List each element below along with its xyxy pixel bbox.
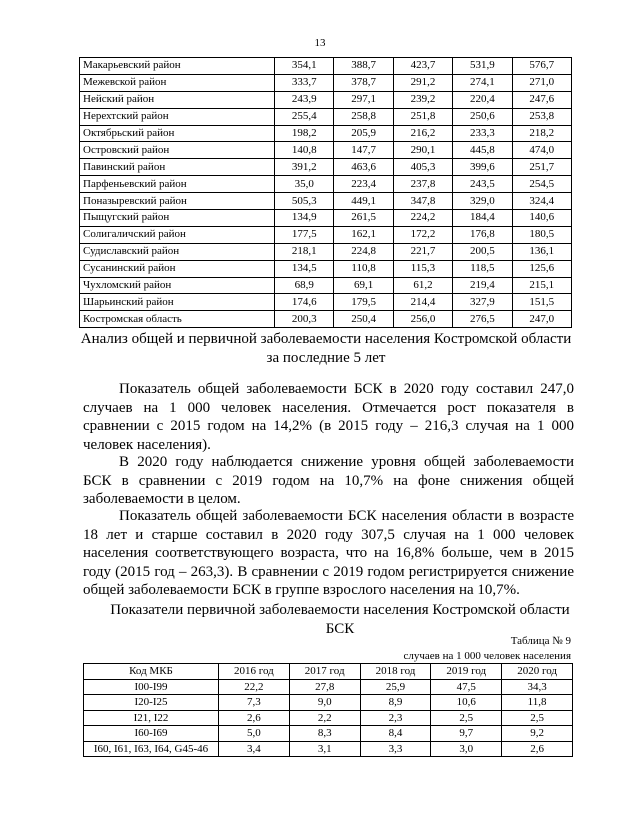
table-number-label: Таблица № 9 <box>510 635 571 647</box>
value-cell: 69,1 <box>334 277 393 294</box>
value-cell: 214,4 <box>393 294 452 311</box>
value-cell: 324,4 <box>512 193 571 210</box>
value-cell: 237,8 <box>393 176 452 193</box>
value-cell: 251,7 <box>512 159 571 176</box>
value-cell: 134,5 <box>275 260 334 277</box>
value-cell: 125,6 <box>512 260 571 277</box>
value-cell: 9,7 <box>431 726 502 742</box>
table-row <box>80 108 572 125</box>
value-cell: 297,1 <box>334 91 393 108</box>
table-row <box>80 294 572 311</box>
value-cell: 8,3 <box>289 726 360 742</box>
value-cell: 134,9 <box>275 210 334 227</box>
value-cell: 2,6 <box>502 741 573 757</box>
district-name-cell: Нерехтский район <box>80 108 275 125</box>
column-header: 2016 год <box>219 664 290 680</box>
table-row <box>84 679 573 695</box>
value-cell: 405,3 <box>393 159 452 176</box>
district-name-cell: Солигаличский район <box>80 226 275 243</box>
value-cell: 200,3 <box>275 311 334 328</box>
value-cell: 8,9 <box>360 695 431 711</box>
value-cell: 34,3 <box>502 679 573 695</box>
value-cell: 2,5 <box>502 710 573 726</box>
column-header: 2020 год <box>502 664 573 680</box>
paragraph-adult-incidence: Показатель общей заболеваемости БСК населения области в возрасте 18 лет и старше составил в 2020 году 307,5 случая на 1 000 человек населения соответствующего возраста, что на 16,8% больше, чем в 2015 году (2015 год – 263,3). В сравнении с 2019 годом регистрируется снижение общей заболеваемости БСК в группе взрослого населения на 10,7%. <box>83 508 574 598</box>
district-incidence-table <box>79 57 572 328</box>
value-cell: 10,6 <box>431 695 502 711</box>
value-cell: 35,0 <box>275 176 334 193</box>
value-cell: 474,0 <box>512 142 571 159</box>
table-row <box>80 58 572 75</box>
value-cell: 271,0 <box>512 74 571 91</box>
value-cell: 224,2 <box>393 210 452 227</box>
column-header: Код МКБ <box>84 664 219 680</box>
district-name-cell: Октябрьский район <box>80 125 275 142</box>
value-cell: 218,2 <box>512 125 571 142</box>
value-cell: 216,2 <box>393 125 452 142</box>
value-cell: 378,7 <box>334 74 393 91</box>
value-cell: 505,3 <box>275 193 334 210</box>
section-heading-primary-incidence: Показатели первичной заболеваемости населения Костромской области БСК <box>110 602 570 637</box>
value-cell: 2,2 <box>289 710 360 726</box>
value-cell: 247,0 <box>512 311 571 328</box>
value-cell: 22,2 <box>219 679 290 695</box>
value-cell: 115,3 <box>393 260 452 277</box>
value-cell: 200,5 <box>453 243 512 260</box>
value-cell: 354,1 <box>275 58 334 75</box>
value-cell: 151,5 <box>512 294 571 311</box>
value-cell: 180,5 <box>512 226 571 243</box>
table-row <box>80 243 572 260</box>
value-cell: 11,8 <box>502 695 573 711</box>
table-row <box>80 176 572 193</box>
value-cell: 136,1 <box>512 243 571 260</box>
table-row <box>80 226 572 243</box>
value-cell: 47,5 <box>431 679 502 695</box>
value-cell: 254,5 <box>512 176 571 193</box>
value-cell: 177,5 <box>275 226 334 243</box>
table-unit-label: случаев на 1 000 человек населения <box>403 650 571 662</box>
value-cell: 220,4 <box>453 91 512 108</box>
value-cell: 3,1 <box>289 741 360 757</box>
value-cell: 531,9 <box>453 58 512 75</box>
value-cell: 3,3 <box>360 741 431 757</box>
value-cell: 205,9 <box>334 125 393 142</box>
value-cell: 9,2 <box>502 726 573 742</box>
value-cell: 233,3 <box>453 125 512 142</box>
value-cell: 61,2 <box>393 277 452 294</box>
value-cell: 2,3 <box>360 710 431 726</box>
value-cell: 449,1 <box>334 193 393 210</box>
table-row <box>80 74 572 91</box>
value-cell: 179,5 <box>334 294 393 311</box>
table-header-row <box>84 664 573 680</box>
value-cell: 253,8 <box>512 108 571 125</box>
value-cell: 2,6 <box>219 710 290 726</box>
paragraph-2020-decline: В 2020 году наблюдается снижение уровня общей заболеваемости БСК в сравнении с 2019 годом на 10,7% на фоне снижения общей заболеваемости в целом. <box>83 454 574 507</box>
column-header: 2019 год <box>431 664 502 680</box>
district-name-cell: Сусанинский район <box>80 260 275 277</box>
value-cell: 198,2 <box>275 125 334 142</box>
value-cell: 3,4 <box>219 741 290 757</box>
value-cell: 184,4 <box>453 210 512 227</box>
icd-code-cell: I21, I22 <box>84 710 219 726</box>
value-cell: 243,5 <box>453 176 512 193</box>
value-cell: 388,7 <box>334 58 393 75</box>
value-cell: 347,8 <box>393 193 452 210</box>
value-cell: 261,5 <box>334 210 393 227</box>
value-cell: 258,8 <box>334 108 393 125</box>
primary-incidence-table <box>83 663 573 757</box>
value-cell: 218,1 <box>275 243 334 260</box>
value-cell: 118,5 <box>453 260 512 277</box>
table-row <box>80 125 572 142</box>
value-cell: 274,1 <box>453 74 512 91</box>
value-cell: 255,4 <box>275 108 334 125</box>
value-cell: 399,6 <box>453 159 512 176</box>
value-cell: 2,5 <box>431 710 502 726</box>
value-cell: 219,4 <box>453 277 512 294</box>
value-cell: 172,2 <box>393 226 452 243</box>
table-row <box>80 277 572 294</box>
value-cell: 162,1 <box>334 226 393 243</box>
value-cell: 25,9 <box>360 679 431 695</box>
value-cell: 276,5 <box>453 311 512 328</box>
value-cell: 7,3 <box>219 695 290 711</box>
district-name-cell: Межевской район <box>80 74 275 91</box>
value-cell: 250,4 <box>334 311 393 328</box>
table-row <box>84 710 573 726</box>
value-cell: 250,6 <box>453 108 512 125</box>
table-row <box>84 741 573 757</box>
value-cell: 247,6 <box>512 91 571 108</box>
value-cell: 329,0 <box>453 193 512 210</box>
table-row <box>80 159 572 176</box>
district-name-cell: Павинский район <box>80 159 275 176</box>
value-cell: 3,0 <box>431 741 502 757</box>
table-row <box>80 91 572 108</box>
paragraph-overall-incidence: Показатель общей заболеваемости БСК в 2020 году составил 247,0 случаев на 1 000 человек населения. Отмечается рост показателя в сравнении с 2015 годом на 14,2% (в 2015 году – 216,3 случая на 1 000 человек населения). <box>83 381 574 453</box>
value-cell: 215,1 <box>512 277 571 294</box>
value-cell: 140,6 <box>512 210 571 227</box>
district-name-cell: Поназыревский район <box>80 193 275 210</box>
district-name-cell: Парфеньевский район <box>80 176 275 193</box>
value-cell: 333,7 <box>275 74 334 91</box>
value-cell: 68,9 <box>275 277 334 294</box>
value-cell: 251,8 <box>393 108 452 125</box>
table-row <box>84 695 573 711</box>
value-cell: 243,9 <box>275 91 334 108</box>
value-cell: 391,2 <box>275 159 334 176</box>
value-cell: 290,1 <box>393 142 452 159</box>
table-row <box>80 260 572 277</box>
table-row <box>80 311 572 328</box>
value-cell: 291,2 <box>393 74 452 91</box>
value-cell: 463,6 <box>334 159 393 176</box>
value-cell: 223,4 <box>334 176 393 193</box>
district-name-cell: Костромская область <box>80 311 275 328</box>
value-cell: 9,0 <box>289 695 360 711</box>
value-cell: 256,0 <box>393 311 452 328</box>
value-cell: 576,7 <box>512 58 571 75</box>
value-cell: 27,8 <box>289 679 360 695</box>
value-cell: 239,2 <box>393 91 452 108</box>
table-row <box>80 210 572 227</box>
value-cell: 327,9 <box>453 294 512 311</box>
value-cell: 174,6 <box>275 294 334 311</box>
district-name-cell: Судиславский район <box>80 243 275 260</box>
value-cell: 224,8 <box>334 243 393 260</box>
value-cell: 221,7 <box>393 243 452 260</box>
value-cell: 140,8 <box>275 142 334 159</box>
value-cell: 110,8 <box>334 260 393 277</box>
icd-code-cell: I20-I25 <box>84 695 219 711</box>
value-cell: 445,8 <box>453 142 512 159</box>
section-heading-analysis: Анализ общей и первичной заболеваемости населения Костромской области за последние 5 лет <box>80 331 572 366</box>
icd-code-cell: I00-I99 <box>84 679 219 695</box>
district-name-cell: Пыщугский район <box>80 210 275 227</box>
district-name-cell: Макарьевский район <box>80 58 275 75</box>
icd-code-cell: I60, I61, I63, I64, G45-46 <box>84 741 219 757</box>
value-cell: 8,4 <box>360 726 431 742</box>
value-cell: 147,7 <box>334 142 393 159</box>
icd-code-cell: I60-I69 <box>84 726 219 742</box>
district-name-cell: Нейский район <box>80 91 275 108</box>
value-cell: 5,0 <box>219 726 290 742</box>
district-name-cell: Шарьинский район <box>80 294 275 311</box>
district-name-cell: Чухломский район <box>80 277 275 294</box>
value-cell: 176,8 <box>453 226 512 243</box>
column-header: 2017 год <box>289 664 360 680</box>
table-row <box>80 142 572 159</box>
value-cell: 423,7 <box>393 58 452 75</box>
page-number: 13 <box>314 37 326 49</box>
table-row <box>80 193 572 210</box>
column-header: 2018 год <box>360 664 431 680</box>
district-name-cell: Островский район <box>80 142 275 159</box>
table-row <box>84 726 573 742</box>
